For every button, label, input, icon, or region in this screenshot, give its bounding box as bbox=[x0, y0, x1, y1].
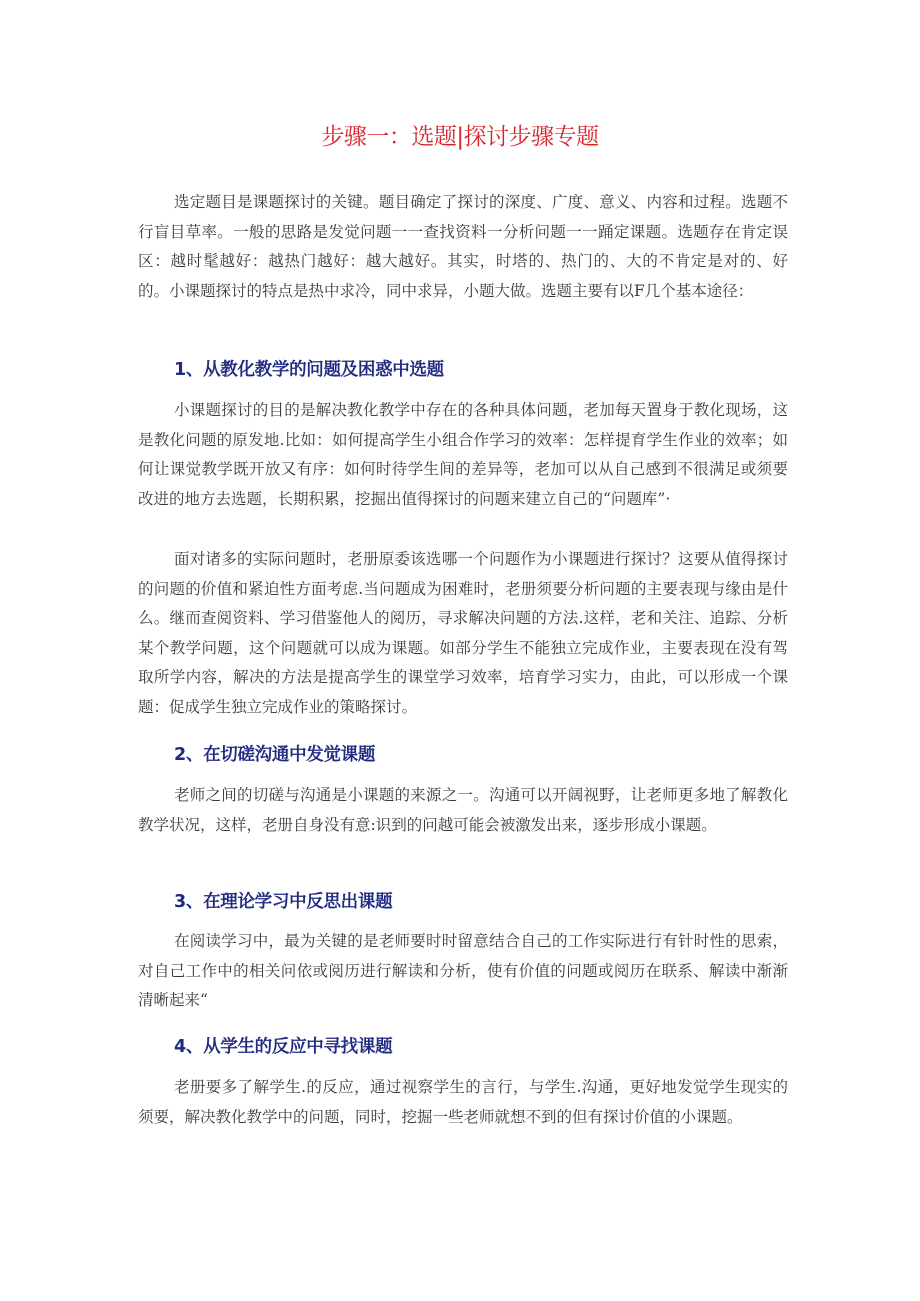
section-2-heading: 2、在切磋沟通中发觉课题 bbox=[174, 745, 376, 765]
section-3-paragraph: 在阅读学习中，最为关键的是老师要时时留意结合自己的工作实际进行有针时性的思索，对自己工作中的相关问依或阅历进行解读和分析，使有价值的问题或阅历在联系、解读中渐渐清晰起来“ bbox=[138, 932, 788, 1009]
intro-paragraph: 选定题目是课题探讨的关键。题目确定了探讨的深度、广度、意义、内容和过程。选题不行盲目草率。一般的思路是发觉问题一一查找资料一分析问题一一踊定课题。选题存在肯定误区：越时髦越好：越热门越好：越大越好。其实，时塔的、热门的、大的不肯定是对的、好的。小课题探讨的特点是热中求冷，同中求异，小题大做。选题主要有以F几个基本途径： bbox=[138, 193, 788, 300]
section-1-paragraph-2: 面对诸多的实际问题时，老册原委该选哪一个问题作为小课题进行探讨？这要从值得探讨的问题的价值和紧迫性方面考虑.当问题成为困难时，老册须要分析问题的主要表现与缘由是什么。继而查阅资料、学习借鉴他人的阅历，寻求解决问题的方法.这样，老和关注、追踪、分析某个教学问题，这个问题就可以成为课题。如部分学生不能独立完成作业，主要表现在没有驾取所学内容，解决的方法是提高学生的课堂学习效率，培育学习实力，由此，可以形成一个课题：促成学生独立完成作业的策略探讨。 bbox=[138, 550, 788, 716]
section-1-heading: 1、从教化教学的问题及困惑中选题 bbox=[174, 360, 444, 380]
page-title: 步骤一：选题|探讨步骤专题 bbox=[321, 124, 599, 150]
section-3-heading: 3、在理论学习中反思出课题 bbox=[174, 892, 393, 912]
section-1-paragraph-1: 小课题探讨的目的是解决教化教学中存在的各种具体问题，老加每天置身于教化现场，这是教化问题的原发地.比如：如何提高学生小组合作学习的效率：怎样提育学生作业的效率；如何让课觉教学既开放又有序：如何时待学生间的差异等，老加可以从自己感到不很满足或须要改进的地方去选题，长期积累，挖掘出值得探讨的问题来建立自己的“问题库”· bbox=[138, 401, 788, 508]
section-2-paragraph: 老师之间的切磋与沟通是小课题的来源之一。沟通可以开阔视野，让老师更多地了解教化教学状况，这样，老册自身没有意:识到的问越可能会被激发出来，逐步形成小课题。 bbox=[138, 786, 788, 834]
section-4-heading: 4、从学生的反应中寻找课题 bbox=[174, 1037, 393, 1057]
section-4-paragraph: 老册要多了解学生.的反应，通过视察学生的言行，与学生.沟通，更好地发觉学生现实的须要，解决教化教学中的问题，同时，挖掘一些老师就想不到的但有探讨价值的小课题。 bbox=[138, 1078, 788, 1126]
